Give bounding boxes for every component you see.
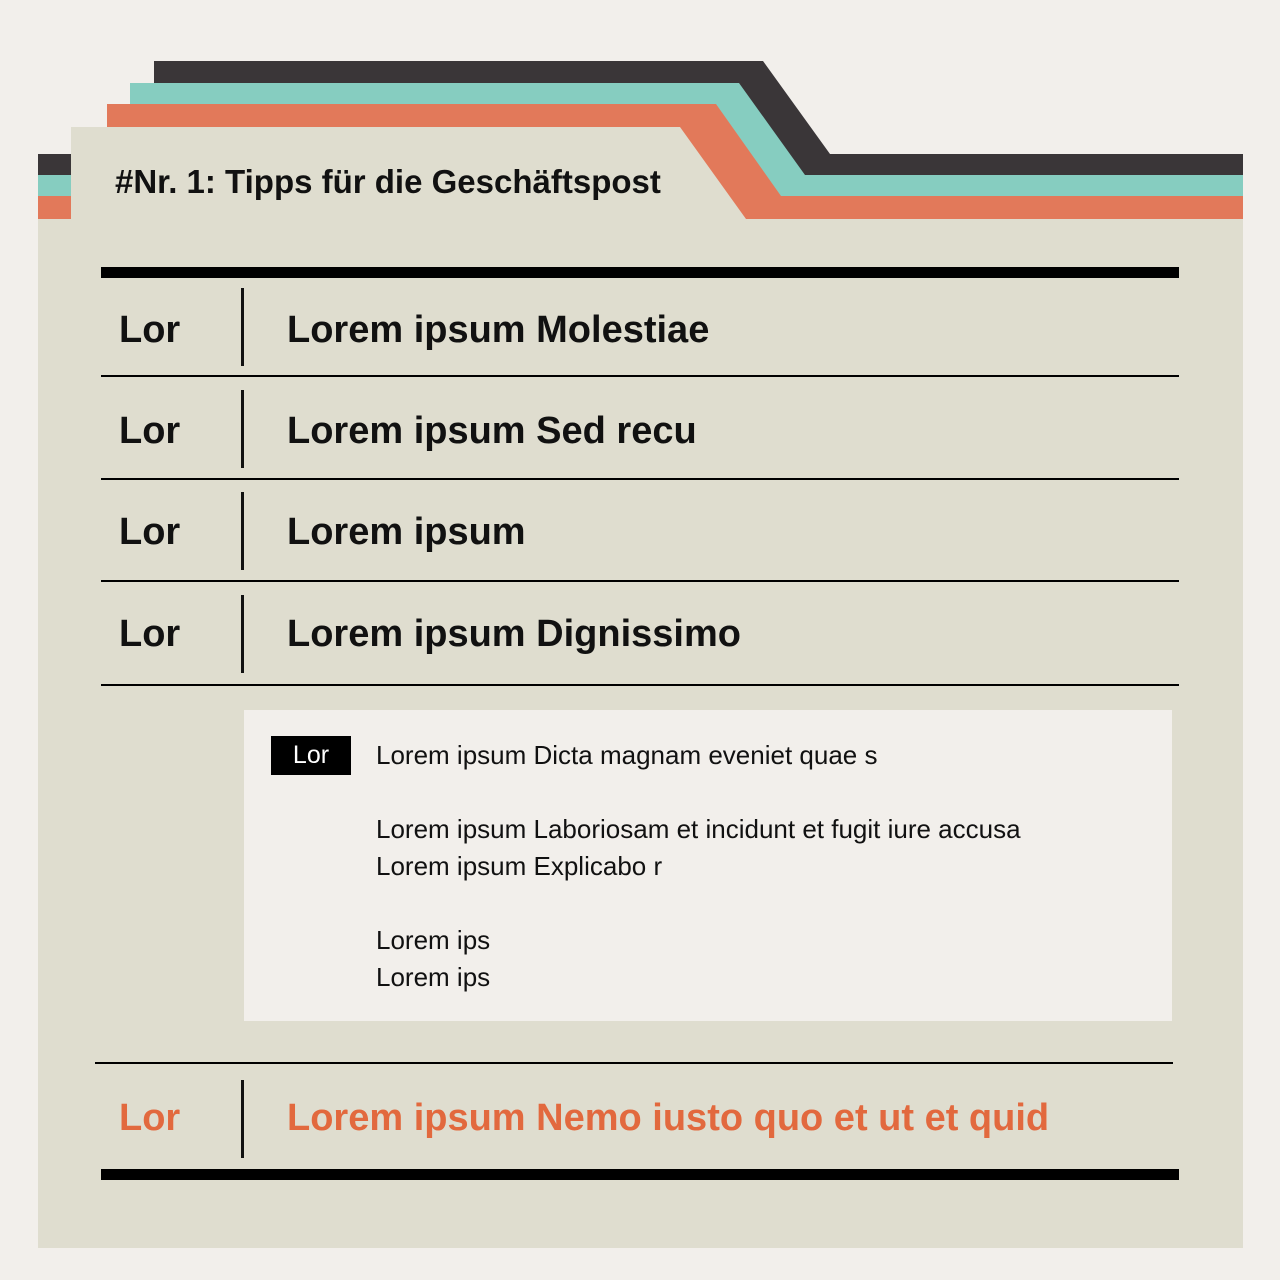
row-separator bbox=[241, 288, 244, 366]
note-line: Lorem ipsum Dicta magnam eveniet quae s bbox=[376, 740, 878, 770]
row-separator bbox=[241, 595, 244, 673]
row-divider bbox=[101, 478, 1179, 480]
note-line: Lorem ips bbox=[376, 962, 491, 992]
list-row-3 bbox=[101, 492, 1179, 580]
highlight-row bbox=[101, 1080, 1179, 1160]
list-row-1 bbox=[101, 288, 1179, 376]
list-row-4 bbox=[101, 595, 1179, 683]
note-tag: Lor bbox=[271, 736, 351, 775]
page-title: #Nr. 1: Tipps für die Geschäftspost bbox=[115, 163, 661, 200]
row-label: Lor bbox=[119, 511, 181, 553]
row-text: Lorem ipsum Molestiae bbox=[287, 309, 710, 351]
row-separator bbox=[241, 390, 244, 468]
note-box bbox=[244, 710, 1172, 1021]
row-text: Lorem ipsum bbox=[287, 511, 526, 553]
row-label: Lor bbox=[119, 309, 181, 351]
row-separator bbox=[241, 492, 244, 570]
bottom-rule bbox=[101, 1169, 1179, 1180]
note-line: Lorem ipsum Explicabo r bbox=[376, 851, 663, 881]
row-divider bbox=[101, 684, 1179, 686]
row-text: Lorem ipsum Dignissimo bbox=[287, 613, 741, 655]
row-label: Lor bbox=[119, 613, 181, 655]
row-text: Lorem ipsum Sed recu bbox=[287, 410, 697, 452]
highlight-label: Lor bbox=[119, 1097, 181, 1139]
list-row-2 bbox=[101, 390, 1179, 478]
note-line: Lorem ipsum Laboriosam et incidunt et fugit iure accusa bbox=[376, 814, 1021, 844]
row-separator bbox=[241, 1080, 244, 1158]
row-divider bbox=[101, 580, 1179, 582]
top-rule bbox=[101, 267, 1179, 278]
row-divider bbox=[101, 375, 1179, 377]
row-label: Lor bbox=[119, 410, 181, 452]
note-line: Lorem ips bbox=[376, 925, 491, 955]
highlight-text: Lorem ipsum Nemo iusto quo et ut et quid bbox=[287, 1097, 1050, 1139]
highlight-divider bbox=[95, 1062, 1173, 1064]
